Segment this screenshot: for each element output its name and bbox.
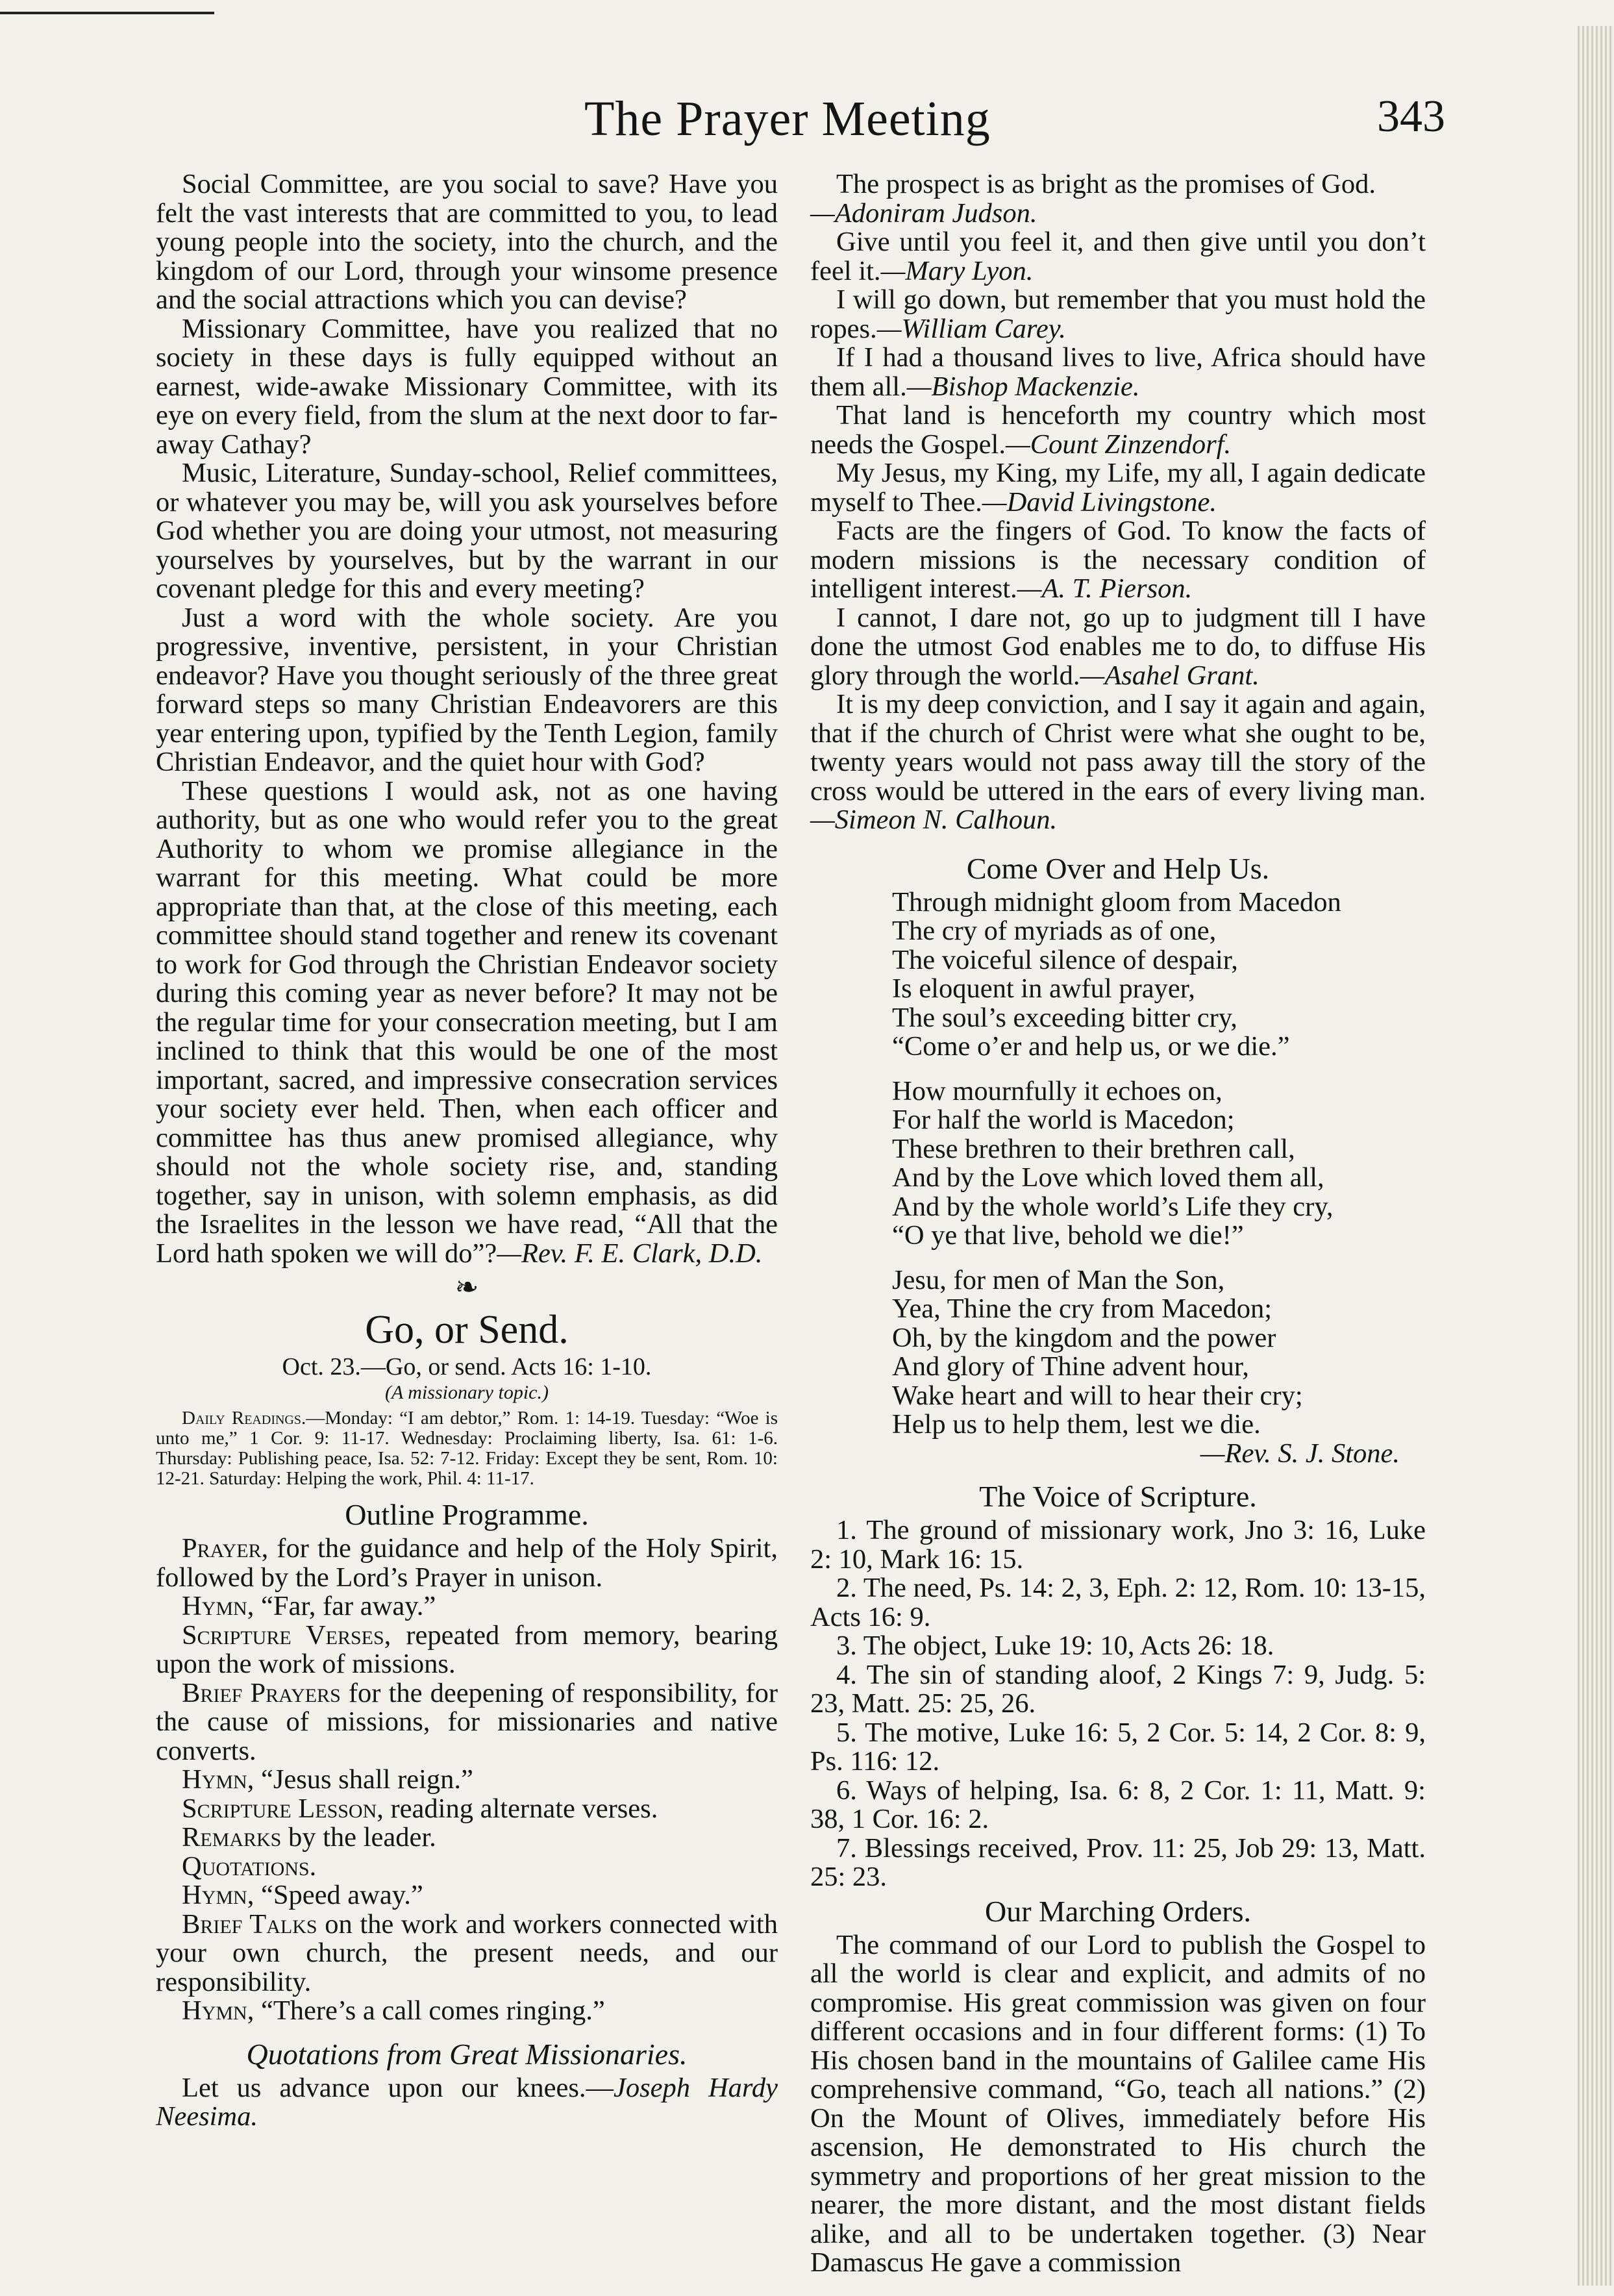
programme-item xyxy=(156,1910,778,1997)
left-column xyxy=(156,170,778,2132)
programme-text: , for the guidance and help of the Holy Spirit, followed by the Lord’s Prayer in unison. xyxy=(156,1533,778,1593)
programme-label: Hymn xyxy=(182,1880,247,1910)
programme-text: , “Jesus shall reign.” xyxy=(247,1764,473,1795)
poem-stanza xyxy=(892,1077,1426,1251)
quotation xyxy=(810,228,1426,286)
programme-item xyxy=(156,1853,778,1882)
poem-line: Through midnight gloom from Macedon xyxy=(892,886,1341,917)
quotation xyxy=(810,604,1426,691)
poem-line: The voiceful silence of despair, xyxy=(892,944,1238,975)
paragraph: Just a word with the whole society. Are you progressive, inventive, persistent, in your Christian endeavor? Have you thought seriously of the three great forward steps so many Christian Endeavorers are this year entering upon, typified by the Tenth Legion, family Christian Endeavor, and the quiet hour with God? xyxy=(156,602,778,777)
quotation-text: My Jesus, my King, my Life, my all, I again dedicate myself to Thee. xyxy=(810,458,1426,518)
lesson-line: Oct. 23.—Go, or send. Acts 16: 1-10. xyxy=(282,1353,652,1380)
programme-text: , repeated from memory, bearing upon the work of missions. xyxy=(156,1619,778,1679)
paragraph: Music, Literature, Sunday-school, Relief committees, or whatever you may be, will you ask yourselves before God whether you are doing your utmost, not measuring yourselves by yourselves, but by the warrant in our covenant pledge for this and every meeting? xyxy=(156,458,778,604)
programme-label: Hymn xyxy=(182,1591,247,1621)
scripture-item: 1. The ground of missionary work, Jno 3: 16, Luke 2: 10, Mark 16: 15. xyxy=(810,1515,1426,1575)
programme-label: Scripture Lesson xyxy=(182,1793,377,1824)
programme-item xyxy=(156,1592,778,1621)
programme-text: . xyxy=(309,1851,317,1882)
programme-item xyxy=(156,1795,778,1824)
scripture-item: 7. Blessings received, Prov. 11: 25, Job 29: 13, Matt. 25: 23. xyxy=(810,1832,1426,1892)
paragraph-text: These questions I would ask, not as one having authority, but as one who would refer you to the great Authority to whom we promise allegiance in the warrant for this meeting. What could be more appropriate than that, at the close of this meeting, each committee should stand together and renew its covenant to work for God through the Christian Endeavor society during this coming year as never before? It may not be the regular time for your consecration meeting, but I am inclined to think that this would be one of the most important, sacred, and impressive consecration services your society ever held. Then, when each officer and committee has thus anew promised allegiance, why should not the whole society rise, and, standing together, say in unison, with solemn emphasis, as did the Israelites in the lesson we have read, “All that the Lord hath spoken we will do”? xyxy=(156,775,778,1269)
poem-line: “Come o’er and help us, or we die.” xyxy=(892,1031,1290,1062)
quotation-author: —Simeon N. Calhoun. xyxy=(810,805,1058,835)
programme-text: , “Far, far away.” xyxy=(247,1591,436,1621)
programme-item xyxy=(156,1823,778,1853)
quotation xyxy=(810,690,1426,835)
quotation-author: —David Livingstone. xyxy=(982,486,1217,518)
scripture-item: 2. The need, Ps. 14: 2, 3, Eph. 2: 12, Rom. 10: 13-15, Acts 16: 9. xyxy=(810,1573,1426,1632)
quotation xyxy=(810,170,1426,228)
paragraph xyxy=(156,777,778,1269)
scripture-item: 4. The sin of standing aloof, 2 Kings 7: 9, Judg. 5: 23, Matt. 25: 25, 26. xyxy=(810,1659,1426,1719)
programme-label: Quotations xyxy=(182,1851,310,1882)
quotation-text: If I had a thousand lives to live, Africa should have them all. xyxy=(810,342,1426,402)
programme-item xyxy=(156,1679,778,1766)
programme-text: , “Speed away.” xyxy=(247,1880,423,1910)
programme-label: Hymn xyxy=(182,1995,247,2026)
quotation-text: Let us advance upon our knees.— xyxy=(182,2072,614,2103)
programme-label: Remarks xyxy=(182,1822,282,1853)
quotation-author: Joseph Hardy Neesima. xyxy=(156,2072,778,2132)
poem-stanza xyxy=(892,1266,1426,1440)
poem-line: Help us to help them, lest we die. xyxy=(892,1409,1261,1440)
programme-text: by the leader. xyxy=(281,1822,436,1853)
quotation xyxy=(810,286,1426,343)
poem-stanza xyxy=(892,888,1426,1062)
quotation-text: That land is henceforth my country which most needs the Gospel. xyxy=(810,400,1426,460)
programme-item xyxy=(156,1881,778,1910)
scripture-title: The Voice of Scripture. xyxy=(979,1480,1257,1513)
quotation-text: Give until you feel it, and then give until you don’t feel it. xyxy=(810,227,1426,286)
poem-line: Wake heart and will to hear their cry; xyxy=(892,1380,1303,1411)
quotation xyxy=(810,459,1426,517)
poem-line: The cry of myriads as of one, xyxy=(892,916,1217,946)
quotation-text: I cannot, I dare not, go up to judgment till I have done the utmost God enables me to do, to diffuse His glory through the world. xyxy=(810,602,1426,691)
running-title: The Prayer Meeting xyxy=(584,92,991,146)
programme-label: Hymn xyxy=(182,1764,247,1795)
quotation xyxy=(810,517,1426,604)
poem xyxy=(810,888,1426,1440)
quotation-author: —A. T. Pierson. xyxy=(1017,573,1193,604)
page-number: 343 xyxy=(1377,92,1445,142)
poem-line: Yea, Thine the cry from Macedon; xyxy=(892,1293,1273,1324)
topic-note: (A missionary topic.) xyxy=(385,1382,549,1403)
quotations-title-text: Quotations from Great Missionaries. xyxy=(246,2037,688,2071)
poem-line: Jesu, for men of Man the Son, xyxy=(892,1264,1225,1295)
quotation-text: The prospect is as bright as the promises of God. xyxy=(836,169,1376,199)
programme-item xyxy=(156,1997,778,2026)
quotation-author: —Adoniram Judson. xyxy=(810,197,1037,229)
programme-text: , reading alternate verses. xyxy=(377,1793,658,1824)
poem-line: And by the Love which loved them all, xyxy=(892,1162,1324,1193)
quotation-text: Facts are the fingers of God. To know the facts of modern missions is the necessary condition of intelligent interest. xyxy=(810,516,1426,604)
top-rule xyxy=(0,12,214,14)
poem-line: Is eloquent in awful prayer, xyxy=(892,973,1195,1004)
programme-label: Brief Prayers xyxy=(182,1677,341,1708)
programme-item xyxy=(156,1766,778,1795)
poem-line: The soul’s exceeding bitter cry, xyxy=(892,1002,1237,1033)
scripture-item: 6. Ways of helping, Isa. 6: 8, 2 Cor. 1: 11, Matt. 9: 38, 1 Cor. 16: 2. xyxy=(810,1775,1426,1834)
quotation-text: I will go down, but remember that you must hold the ropes. xyxy=(810,284,1426,344)
programme-label: Scripture Verses xyxy=(182,1619,384,1651)
orders-title: Our Marching Orders. xyxy=(984,1894,1252,1928)
right-column xyxy=(810,170,1426,2278)
programme-item xyxy=(156,1534,778,1592)
quotation-author: —Asahel Grant. xyxy=(1080,660,1260,691)
page-edge xyxy=(1578,26,1614,2286)
daily-readings xyxy=(156,1408,778,1489)
poem-line: How mournfully it echoes on, xyxy=(892,1075,1223,1106)
poem-line: And by the whole world’s Life they cry, xyxy=(892,1191,1334,1222)
readings-text: —Monday: “I am debtor,” Rom. 1: 14-19. Tuesday: “Woe is unto me,” 1 Cor. 9: 11-17. Wednesday: Proclaiming liberty, Isa. 61: 1-6. Thursday: Publishing peace, Isa. 52: 7-12. Friday: Except they be sent, Rom. 10: 12-21. Saturday: Helping the work, Phil. 4: 11-17. xyxy=(156,1408,778,1489)
poem-title: Come Over and Help Us. xyxy=(966,851,1270,885)
programme-text: on the work and workers connected with your own church, the present needs, and our responsibility. xyxy=(156,1908,778,1997)
poem-line: And glory of Thine advent hour, xyxy=(892,1351,1249,1382)
programme-text: , “There’s a call comes ringing.” xyxy=(247,1995,605,2026)
quotation-author: —William Carey. xyxy=(876,313,1066,344)
scripture-item: 5. The motive, Luke 16: 5, 2 Cor. 5: 14, 2 Cor. 8: 9, Ps. 116: 12. xyxy=(810,1717,1426,1777)
paragraph: Social Committee, are you social to save? Have you felt the vast interests that are committed to you, to lead young people into the society, into the church, and the kingdom of our Lord, through your winsome presence and the social attractions which you can devise? xyxy=(156,169,778,315)
quotation xyxy=(156,2074,778,2132)
programme-label: Brief Talks xyxy=(182,1908,317,1940)
quotations-title xyxy=(156,2035,778,2074)
author-signature: —Rev. F. E. Clark, D.D. xyxy=(497,1238,763,1269)
quotation-text: It is my deep conviction, and I say it again and again, that if the church of Christ were what she ought to be, twenty years would not pass away till the story of the cross would be uttered in the ears of every living man. xyxy=(810,689,1426,806)
quotation-author: —Count Zinzendorf. xyxy=(1005,429,1232,460)
poem-line: These brethren to their brethren call, xyxy=(892,1133,1295,1164)
quotation-author: —Bishop Mackenzie. xyxy=(906,371,1140,402)
scripture-item: 3. The object, Luke 19: 10, Acts 26: 18. xyxy=(836,1630,1274,1661)
poem-line: For half the world is Macedon; xyxy=(892,1104,1235,1135)
poem-line: “O ye that live, behold we die!” xyxy=(892,1220,1244,1251)
running-header xyxy=(0,91,1614,156)
poem-author: —Rev. S. J. Stone. xyxy=(1200,1438,1400,1469)
programme-title: Outline Programme. xyxy=(345,1498,589,1531)
paragraph: The command of our Lord to publish the Gospel to all the world is clear and explicit, and admits of no compromise. His great commission was given on four different occasions and in four different forms: (1) To His chosen band in the mountains of Galilee came His comprehensive command, “Go, teach all nations.” (2) On the Mount of Olives, immediately before His ascension, He demonstrated to His church the symmetry and proportions of her great mission to the nearer, the more distant, and the most distant fields alike, and all to be undertaken together. (3) Near Damascus He gave a commission xyxy=(810,1929,1426,2278)
programme-item xyxy=(156,1621,778,1679)
section-title: Go, or Send. xyxy=(365,1308,569,1352)
readings-label: Daily Readings. xyxy=(182,1408,306,1429)
programme-label: Prayer xyxy=(182,1533,262,1564)
poem-line: Oh, by the kingdom and the power xyxy=(892,1322,1276,1353)
quotation-author: —Mary Lyon. xyxy=(880,255,1034,286)
quotation xyxy=(810,401,1426,459)
quotation xyxy=(810,343,1426,401)
paragraph: Missionary Committee, have you realized that no society in these days is fully equipped without an earnest, wide-awake Missionary Committee, with its eye on every field, from the slum at the next door to far-away Cathay? xyxy=(156,313,778,460)
ornament: ❧ xyxy=(454,1271,479,1303)
programme-text: for the deepening of responsibility, for the cause of missions, for missionaries and native converts. xyxy=(156,1677,778,1766)
